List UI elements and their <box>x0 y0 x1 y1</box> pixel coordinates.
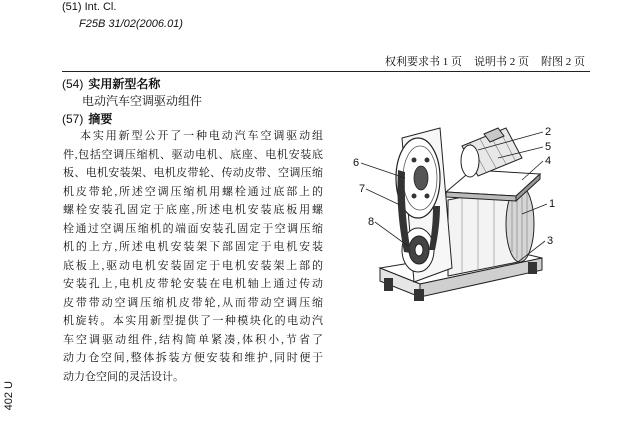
title-section-code: (54) <box>62 77 84 91</box>
abstract-line: 安装孔上,电机皮带轮安装在电机轴上通过传动 <box>63 278 323 290</box>
abstract-line: 机皮带轮,所述空调压缩机用螺栓通过底部上的 <box>63 185 323 198</box>
side-publication-number: 402 U <box>3 381 15 411</box>
base-foot <box>384 278 393 291</box>
callout-4: 4 <box>545 155 552 167</box>
abstract-heading <box>62 110 112 127</box>
abstract-line: 动力仓空间的灵活设计。 <box>63 370 184 383</box>
assembly-figure <box>340 118 580 310</box>
page-counts <box>385 53 585 69</box>
title-section-label: 实用新型名称 <box>88 77 161 91</box>
ipc-classification: F25B 31/02(2006.01) <box>79 18 183 30</box>
title-section-heading <box>62 75 160 92</box>
base-foot <box>414 289 424 301</box>
drive-motor <box>461 128 522 177</box>
header-divider <box>62 71 590 72</box>
abstract-line: 件,包括空调压缩机、驱动电机、底座、电机安装底 <box>63 148 323 161</box>
abstract-body <box>63 127 323 386</box>
abstract-line: 本实用新型公开了一种电动汽车空调驱动组 <box>80 130 323 142</box>
description-page-count: 说明书 2 页 <box>474 56 529 68</box>
utility-model-title: 电动汽车空调驱动组件 <box>82 94 203 108</box>
base-foot <box>528 262 537 274</box>
abstract-label: 摘要 <box>88 112 113 126</box>
abstract-line: 机旋转。本实用新型提供了一种模块化的电动汽 <box>63 315 323 327</box>
abstract-line: 栓通过空调压缩机的端面安装孔固定于空调压缩 <box>63 222 323 235</box>
callout-5: 5 <box>545 141 552 153</box>
callout-8: 8 <box>368 216 375 228</box>
abstract-line: 底板上,驱动电机安装固定于电机安装架上部的 <box>63 259 323 272</box>
callout-2: 2 <box>545 126 552 138</box>
abstract-line: 板、电机安装架、电机皮带轮、传动皮带、空调压缩 <box>63 167 323 179</box>
callout-3: 3 <box>547 235 554 247</box>
drawings-page-count: 附图 2 页 <box>541 56 585 68</box>
abstract-line: 车空调驱动组件,结构简单紧凑,体积小,节省了 <box>63 333 323 346</box>
abstract-line: 动力仓空间,整体拆装方便安装和维护,同时便于 <box>63 352 323 364</box>
abstract-code: (57) <box>62 112 84 126</box>
callout-7: 7 <box>359 183 366 195</box>
callout-6: 6 <box>353 157 360 169</box>
callout-1: 1 <box>549 198 556 210</box>
abstract-line: 皮带带动空调压缩机皮带轮,从而带动空调压缩 <box>63 296 323 309</box>
abstract-line: 机的上方,所述电机安装架下部固定于电机安装 <box>63 241 323 253</box>
claims-page-count: 权利要求书 1 页 <box>385 56 462 68</box>
int-cl-label: (51) Int. Cl. <box>62 1 117 13</box>
leader-line <box>366 189 400 205</box>
abstract-line: 螺栓安装孔固定于底座,所述电机安装底板用螺 <box>63 204 323 216</box>
